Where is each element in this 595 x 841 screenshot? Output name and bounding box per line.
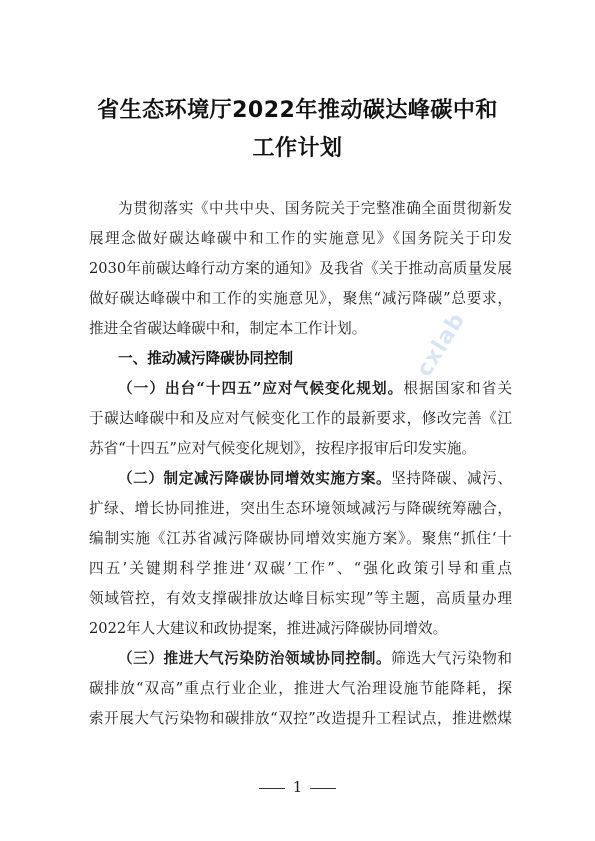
- watermark: cxlab: [412, 308, 471, 382]
- section-heading: 一、推动减污降碳协同控制: [118, 350, 294, 367]
- footer-dash-right: [310, 788, 336, 789]
- item1-line-2: 于碳达峰碳中和及应对气候变化工作的最新要求，修改完善《江: [89, 410, 512, 427]
- item3-line-1: [118, 646, 512, 672]
- intro-line-3: 2030年前碳达峰行动方案的通知》及我省《关于推动高质量发展: [89, 260, 512, 277]
- intro-line-1: 为贯彻落实《中共中央、国务院关于完整准确全面贯彻新发: [118, 200, 512, 217]
- item3-line-3: 索开展大气污染物和碳排放“双控”改造提升工程试点，推进燃煤: [89, 710, 512, 727]
- item1-lead-rest: 根据国家和省关: [403, 380, 512, 397]
- footer-dash-left: [259, 788, 285, 789]
- item2-line-3: 编制实施《江苏省减污降碳协同增效实施方案》。聚焦“抓住‘十: [89, 530, 512, 547]
- item1-line-3: 苏省“十四五”应对气候变化规划》，按程序报审后印发实施。: [89, 440, 477, 457]
- item3-lead-rest: 筛选大气污染物和: [391, 650, 512, 667]
- page-number: 1: [292, 778, 303, 796]
- page-footer: [0, 778, 595, 796]
- intro-line-5: 推进全省碳达峰碳中和，制定本工作计划。: [89, 320, 367, 337]
- document-title-line2: 工作计划: [252, 136, 343, 161]
- item2-line-4: 四五’关键期科学推进‘双碳’工作”、“强化政策引导和重点: [89, 560, 512, 577]
- item2-lead: （二）制定减污降碳协同增效实施方案。: [118, 470, 392, 487]
- item1-lead: （一）出台“十四五”应对气候变化规划。: [118, 380, 404, 397]
- item2-line-1: [118, 466, 512, 492]
- document-title-line1: 省生态环境厅2022年推动碳达峰碳中和: [97, 98, 498, 123]
- intro-line-2: 展理念做好碳达峰碳中和工作的实施意见》《国务院关于印发: [89, 230, 512, 247]
- item3-lead: （三）推进大气污染防治领域协同控制。: [118, 650, 392, 667]
- item3-line-2: 碳排放“双高”重点行业企业，推进大气治理设施节能降耗，探: [89, 680, 512, 697]
- item1-line-1: [118, 376, 512, 402]
- intro-line-4: 做好碳达峰碳中和工作的实施意见》，聚焦“减污降碳”总要求，: [89, 290, 512, 307]
- item2-line-6: 2022年人大建议和政协提案，推进减污降碳协同增效。: [89, 620, 448, 637]
- item2-line-2: 扩绿、增长协同推进，突出生态环境领域减污与降碳统筹融合，: [89, 500, 512, 517]
- item2-lead-rest: 坚持降碳、减污、: [391, 470, 512, 487]
- item2-line-5: 领域管控，有效支撑碳排放达峰目标实现”等主题，高质量办理: [89, 590, 512, 607]
